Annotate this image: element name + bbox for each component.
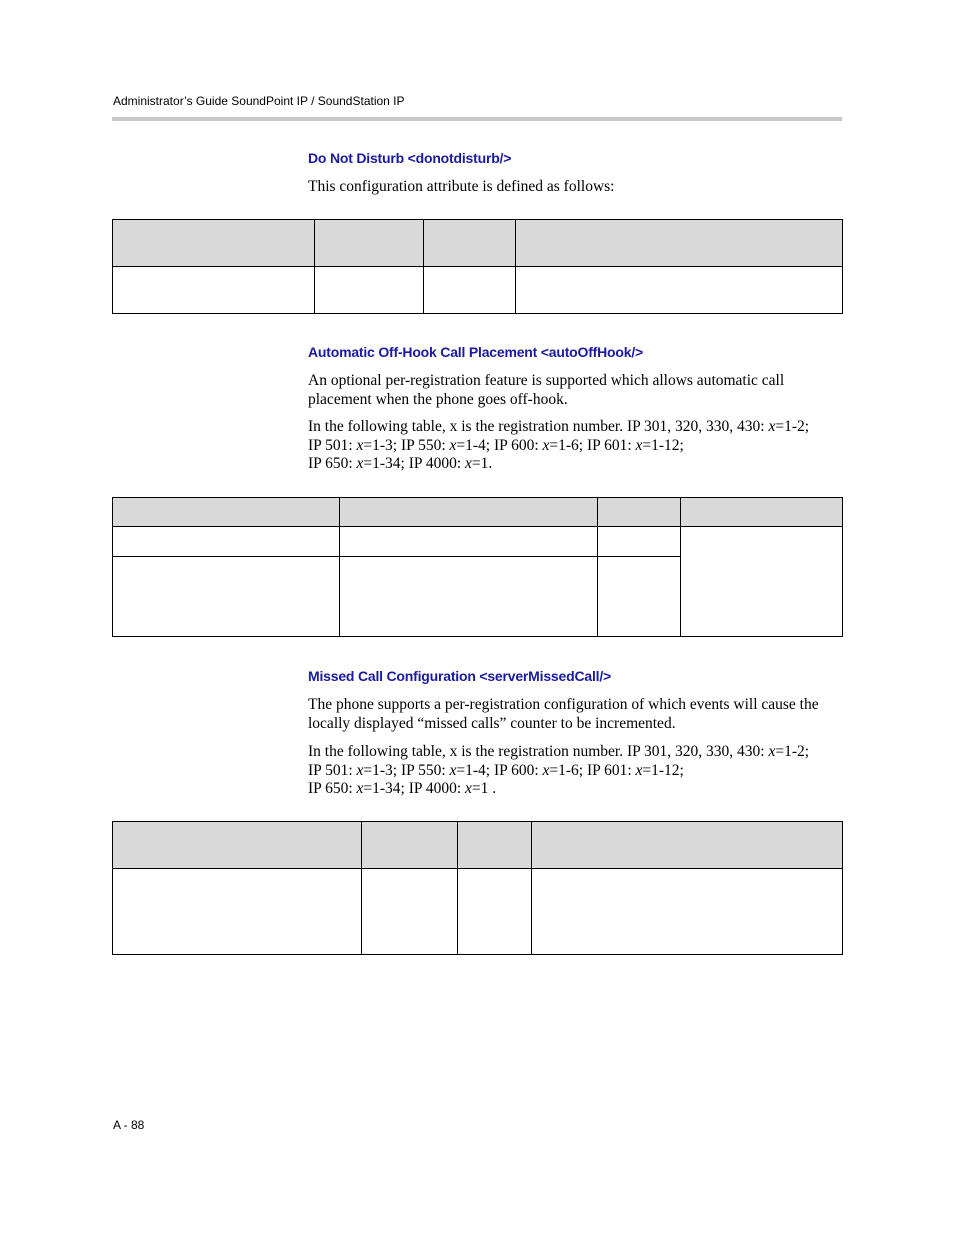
table-cell (340, 557, 598, 637)
table-header-row (113, 822, 843, 869)
section-heading-dnd: Do Not Disturb <donotdisturb/> (308, 150, 512, 166)
table-cell (532, 869, 843, 955)
table-cell (362, 869, 458, 955)
table-cell (315, 267, 424, 314)
autooffhook-paragraph-1: An optional per-registration feature is supported which allows automatic call placement when the phone goes off-hook. (308, 372, 785, 408)
table-cell (113, 527, 340, 557)
table-cell (598, 527, 681, 557)
table-header-row (113, 220, 843, 267)
table-header-row (113, 498, 843, 527)
table-header-cell (113, 498, 340, 527)
table-cell (113, 267, 315, 314)
table-cell (113, 869, 362, 955)
table-cell (113, 557, 340, 637)
table-row (113, 869, 843, 955)
missedcall-paragraph-2: In the following table, x is the registration number. IP 301, 320, 330, 430: x=1-2; IP 501: x=1-3; IP 550: x=1-4; IP 600: x=1-6; IP 601: x=1-12; IP 650: x=1-34; IP 4000: x=1 . (308, 743, 810, 797)
running-header: Administrator’s Guide SoundPoint IP / SoundStation IP (113, 94, 405, 108)
dnd-intro-text: This configuration attribute is defined as follows: (308, 178, 615, 195)
table-cell (516, 267, 843, 314)
table-header-cell (516, 220, 843, 267)
table-header-cell (532, 822, 843, 869)
section-heading-autooffhook: Automatic Off-Hook Call Placement <autoOffHook/> (308, 344, 643, 360)
table-cell (340, 527, 598, 557)
table-cell-merged (681, 527, 843, 637)
dnd-table (112, 219, 843, 314)
table-header-cell (362, 822, 458, 869)
autooffhook-table (112, 497, 843, 637)
missedcall-table (112, 821, 843, 955)
table-header-cell (681, 498, 843, 527)
table-cell (598, 557, 681, 637)
page-number: A - 88 (113, 1118, 145, 1132)
missedcall-paragraph-1: The phone supports a per-registration configuration of which events will cause the locally displayed “missed calls” counter to be incremented. (308, 696, 819, 732)
section-heading-missedcall: Missed Call Configuration <serverMissedCall/> (308, 668, 611, 684)
table-header-cell (113, 220, 315, 267)
table-row (113, 527, 843, 557)
header-rule (112, 117, 842, 121)
table-cell (424, 267, 516, 314)
table-header-cell (113, 822, 362, 869)
table-cell (458, 869, 532, 955)
table-header-cell (458, 822, 532, 869)
table-header-cell (340, 498, 598, 527)
table-header-cell (315, 220, 424, 267)
table-header-cell (424, 220, 516, 267)
table-row (113, 267, 843, 314)
autooffhook-paragraph-2: In the following table, x is the registration number. IP 301, 320, 330, 430: x=1-2; IP 501: x=1-3; IP 550: x=1-4; IP 600: x=1-6; IP 601: x=1-12; IP 650: x=1-34; IP 4000: x=1. (308, 418, 810, 472)
table-header-cell (598, 498, 681, 527)
